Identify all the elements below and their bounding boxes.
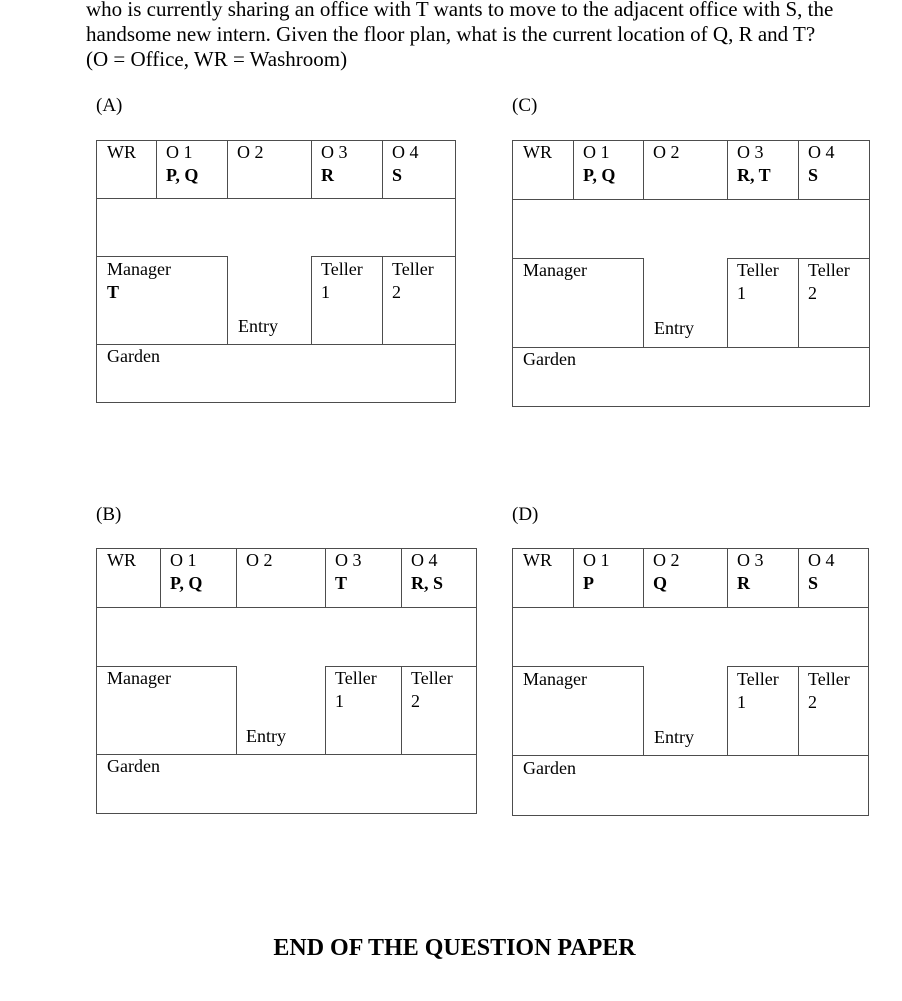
office-4-occupants: R, S (411, 573, 444, 593)
teller-1-cell: Teller 1 (321, 259, 363, 302)
entry-cell: Entry (654, 727, 694, 747)
question-line: who is currently sharing an office with T wants to move to the adjacent office with S, the (86, 0, 834, 21)
office-2-cell: O 2 (653, 142, 680, 162)
floor-plan-b (96, 548, 477, 814)
teller-1-cell: Teller 1 (737, 669, 779, 712)
office-2-cell: O 2 (246, 550, 273, 570)
manager-cell: Manager (523, 260, 587, 280)
question-line: handsome new intern. Given the floor plan, what is the current location of Q, R and T? (86, 22, 816, 46)
garden-cell: Garden (523, 758, 576, 778)
office-4-occupants: S (808, 573, 819, 593)
office-2-cell: O 2 (237, 142, 264, 162)
manager-occupants: T (107, 282, 120, 302)
office-3-occupants: R (321, 165, 334, 185)
teller-2-cell: Teller 2 (808, 260, 850, 303)
floor-plan-c (512, 140, 870, 407)
teller-1-cell: Teller 1 (335, 668, 377, 711)
manager-cell: Manager (107, 668, 171, 688)
teller-1-cell: Teller 1 (737, 260, 779, 303)
office-1-cell: O 1 P (583, 550, 610, 593)
office-2-occupants: Q (653, 573, 668, 593)
office-4-occupants: S (808, 165, 819, 185)
garden-cell: Garden (107, 756, 160, 776)
office-4-occupants: S (392, 165, 403, 185)
manager-cell: Manager T (107, 259, 171, 302)
garden-cell: Garden (523, 349, 576, 369)
office-3-cell: O 3 R, T (737, 142, 771, 185)
teller-2-cell: Teller 2 (808, 669, 850, 712)
office-3-cell: O 3 T (335, 550, 362, 593)
washroom-cell: WR (523, 142, 552, 162)
office-3-occupants: R (737, 573, 750, 593)
entry-cell: Entry (238, 316, 278, 336)
office-1-occupants: P, Q (583, 165, 616, 185)
office-1-cell: O 1 P, Q (166, 142, 199, 185)
office-3-cell: O 3 R (737, 550, 764, 593)
manager-cell: Manager (523, 669, 587, 689)
end-of-paper-heading: END OF THE QUESTION PAPER (273, 935, 636, 961)
office-4-cell: O 4 S (392, 142, 419, 185)
washroom-cell: WR (523, 550, 552, 570)
office-3-occupants: T (335, 573, 348, 593)
washroom-cell: WR (107, 142, 136, 162)
question-text (86, 0, 886, 72)
office-1-cell: O 1 P, Q (583, 142, 616, 185)
option-c-label: (C) (512, 95, 538, 116)
office-1-cell: O 1 P, Q (170, 550, 203, 593)
teller-2-cell: Teller 2 (411, 668, 453, 711)
garden-cell: Garden (107, 346, 160, 366)
office-3-cell: O 3 R (321, 142, 348, 185)
floor-plan-d (512, 548, 869, 816)
office-3-occupants: R, T (737, 165, 771, 185)
option-d-label: (D) (512, 504, 539, 525)
office-1-occupants: P, Q (170, 573, 203, 593)
office-4-cell: O 4 R, S (411, 550, 444, 593)
office-1-occupants: P (583, 573, 594, 593)
office-4-cell: O 4 S (808, 550, 835, 593)
option-a-label: (A) (96, 95, 123, 116)
entry-cell: Entry (654, 318, 694, 338)
floor-plan-a (96, 140, 456, 403)
teller-2-cell: Teller 2 (392, 259, 434, 302)
question-line: (O = Office, WR = Washroom) (86, 47, 348, 71)
entry-cell: Entry (246, 726, 286, 746)
office-4-cell: O 4 S (808, 142, 835, 185)
option-b-label: (B) (96, 504, 122, 525)
office-2-cell: O 2 Q (653, 550, 680, 593)
office-1-occupants: P, Q (166, 165, 199, 185)
washroom-cell: WR (107, 550, 136, 570)
